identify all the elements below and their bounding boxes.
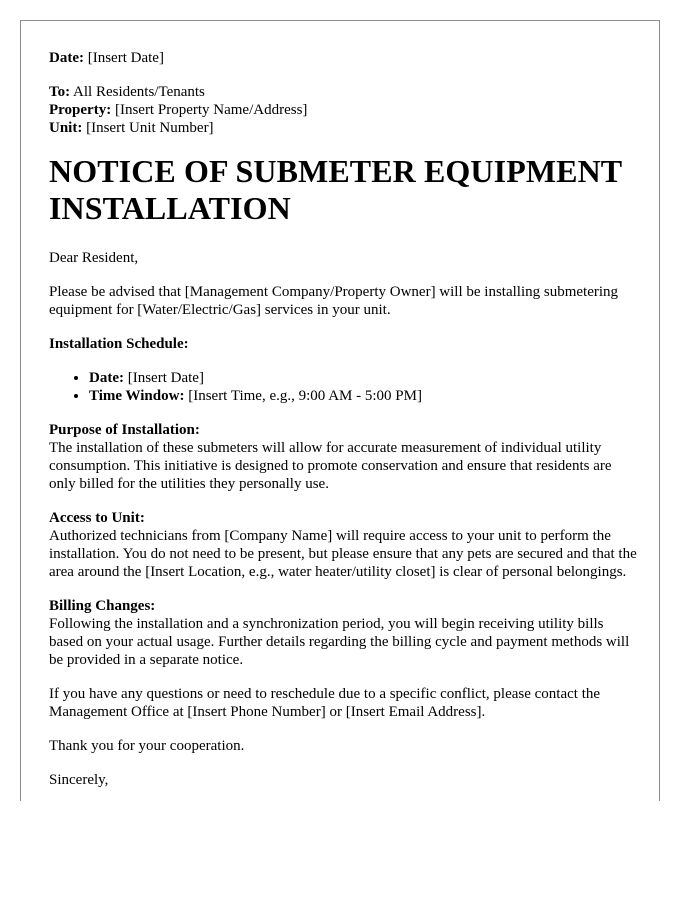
schedule-time-value: [Insert Time, e.g., 9:00 AM - 5:00 PM] (184, 388, 422, 404)
date-value: [Insert Date] (83, 50, 164, 66)
date-label: Date: (49, 50, 84, 66)
property-value: [Insert Property Name/Address] (111, 102, 308, 118)
purpose-heading: Purpose of Installation: (49, 422, 200, 438)
access-heading: Access to Unit: (49, 510, 145, 526)
unit-value: [Insert Unit Number] (82, 120, 214, 136)
schedule-heading: Installation Schedule: (49, 336, 189, 352)
billing-text: Following the installation and a synchronization period, you will begin receiving utility bills based on your actual usage. Further details regarding the billing cycle and payment methods will be provided in a separate notice. (49, 616, 630, 668)
purpose-text: The installation of these submeters will allow for accurate measurement of individual utility consumption. This initiative is designed to promote conservation and ensure that residents are only billed for the utilities they personally use. (49, 440, 612, 492)
access-text: Authorized technicians from [Company Name] will require access to your unit to perform the installation. You do not need to be present, but please ensure that any pets are secured and that the area around the [Insert Location, e.g., water heater/utility closet] is clear of personal belongings. (49, 528, 637, 580)
letter-content (49, 49, 639, 789)
letter-page (20, 20, 660, 801)
schedule-time-label: Time Window: (89, 388, 185, 404)
date-line (49, 49, 639, 67)
to-label: To: (49, 84, 71, 100)
intro-paragraph: Please be advised that [Management Company/Property Owner] will be installing submetering equipment for [Water/Electric/Gas] services in your unit. (49, 284, 619, 318)
purpose-section (49, 421, 639, 493)
list-item (89, 387, 639, 405)
unit-label: Unit: (49, 120, 83, 136)
list-item (89, 369, 639, 387)
schedule-date-label: Date: (89, 370, 124, 386)
to-value: All Residents/Tenants (70, 84, 205, 100)
billing-heading: Billing Changes: (49, 598, 156, 614)
greeting: Dear Resident, (49, 250, 139, 266)
schedule-date-value: [Insert Date] (123, 370, 204, 386)
contact-paragraph: If you have any questions or need to reschedule due to a specific conflict, please contact the Management Office at [Insert Phone Number] or [Insert Email Address]. (49, 686, 601, 720)
schedule-list (49, 369, 639, 405)
recipient-block (49, 83, 639, 137)
page-title: NOTICE OF SUBMETER EQUIPMENT INSTALLATION (49, 153, 622, 226)
access-section (49, 509, 639, 581)
thanks-line: Thank you for your cooperation. (49, 738, 245, 754)
property-label: Property: (49, 102, 112, 118)
closing-line: Sincerely, (49, 772, 109, 788)
billing-section (49, 597, 639, 669)
